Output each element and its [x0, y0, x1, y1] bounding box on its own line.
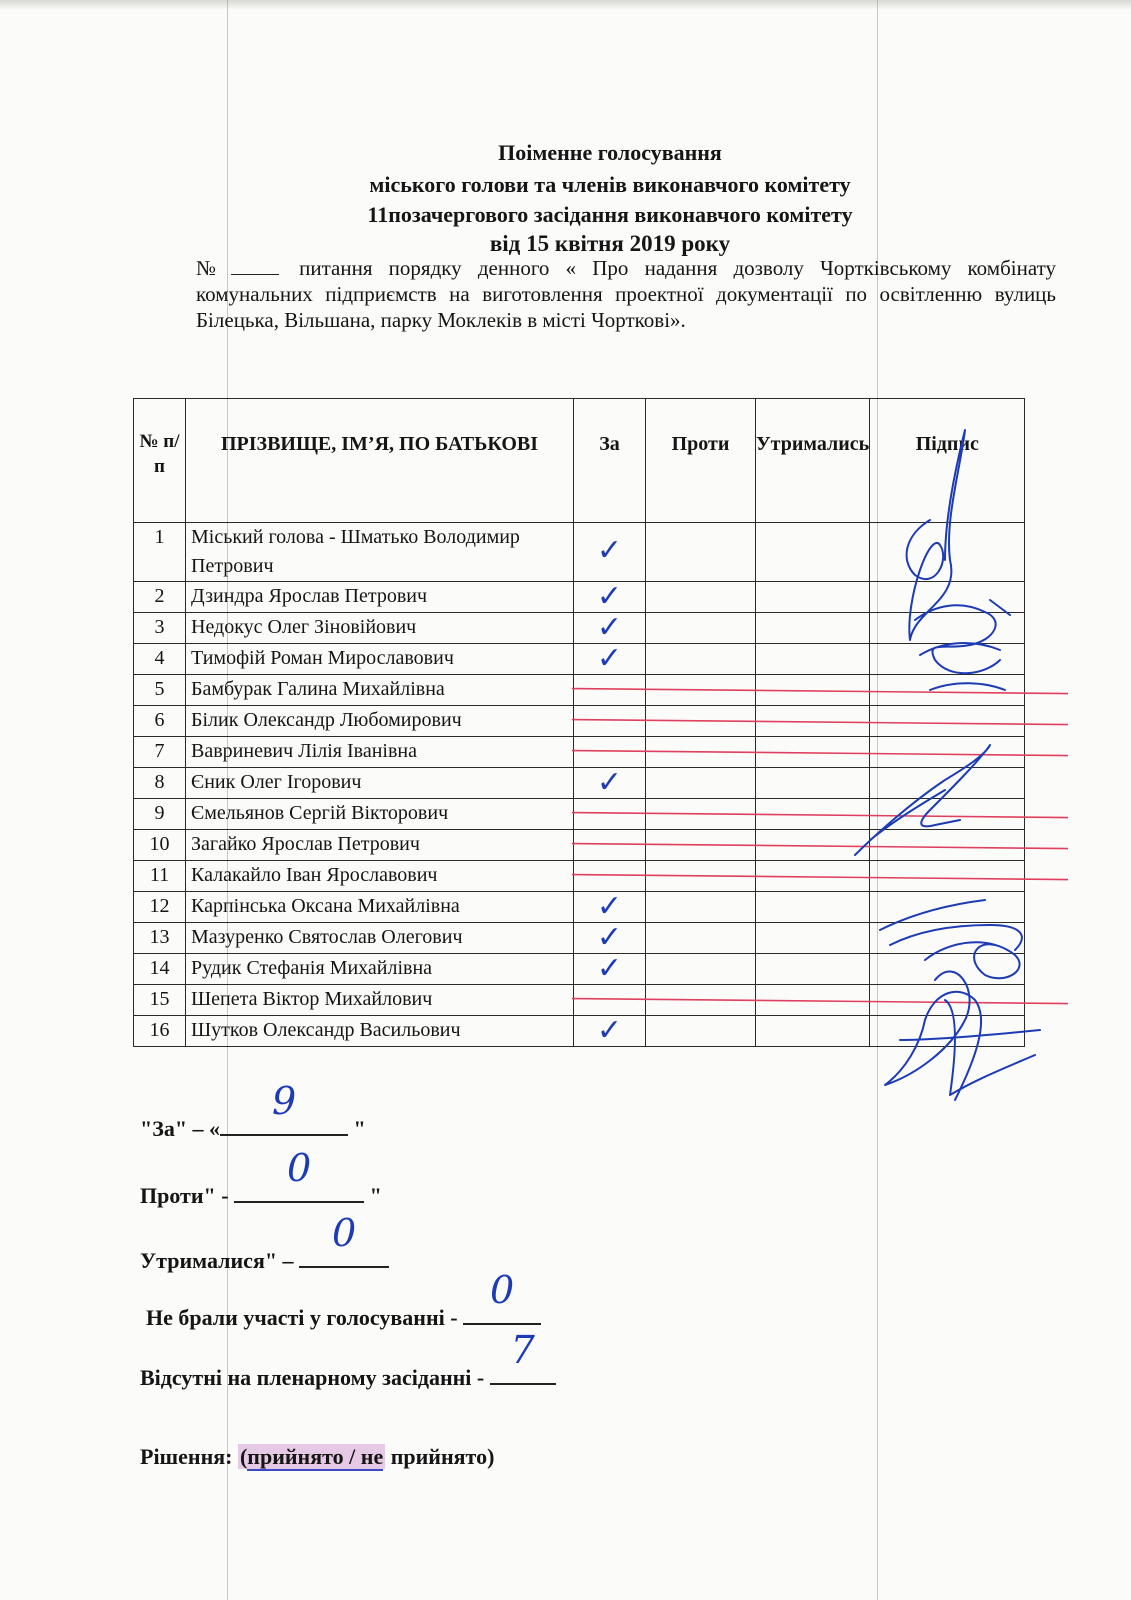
vote-row [134, 861, 1025, 892]
signature-cell [870, 737, 1025, 768]
header-for: За [574, 399, 646, 523]
vote-against-cell [646, 830, 756, 861]
tally-abstained [140, 1211, 389, 1276]
vote-row [134, 799, 1025, 830]
vote-row [134, 582, 1025, 613]
tally-abstained-value: 0 [331, 1211, 357, 1255]
row-number: 8 [134, 768, 186, 799]
vote-for-cell [574, 610, 646, 645]
tally-absent-value: 7 [510, 1328, 535, 1372]
row-number: 12 [134, 892, 186, 923]
header-signature: Підпис [870, 399, 1025, 523]
vote-against-cell [646, 675, 756, 706]
vote-row [134, 644, 1025, 675]
vote-row [134, 613, 1025, 644]
member-name: Бамбурак Галина Михайлівна [186, 675, 574, 706]
vote-row [134, 923, 1025, 954]
tally-not-voting-value: 0 [489, 1268, 515, 1312]
checkmark-icon: ✓ [596, 889, 623, 924]
decision-label: Рішення: [140, 1444, 233, 1469]
checkmark-icon: ✓ [596, 579, 623, 614]
row-number: 1 [134, 523, 186, 582]
decision-rest: прийнято) [385, 1444, 495, 1469]
vote-abstained-cell [756, 985, 870, 1016]
signature-cell [870, 830, 1025, 861]
tally-for [140, 1079, 366, 1144]
vote-against-cell [646, 768, 756, 799]
vote-abstained-cell [756, 892, 870, 923]
signature-cell [870, 706, 1025, 737]
vote-for-cell [574, 951, 646, 986]
tally-against-value: 0 [287, 1146, 312, 1190]
vote-abstained-cell [756, 523, 870, 582]
member-name: Недокус Олег Зіновійович [186, 613, 574, 644]
signature-cell [870, 861, 1025, 892]
row-number: 3 [134, 613, 186, 644]
vote-against-cell [646, 706, 756, 737]
vote-abstained-cell [756, 706, 870, 737]
vote-abstained-cell [756, 644, 870, 675]
vote-for-cell [574, 861, 646, 892]
tally-not-voting-label: Не брали участі у голосуванні - [146, 1305, 458, 1330]
vote-against-cell [646, 613, 756, 644]
scan-edge-shadow [0, 0, 1131, 10]
decision-adopted: прийнято / не [247, 1444, 384, 1469]
signature-cell [870, 644, 1025, 675]
member-name: Мазуренко Святослав Олегович [186, 923, 574, 954]
header-against: Проти [646, 399, 756, 523]
vote-row [134, 892, 1025, 923]
member-name: Шутков Олександр Васильович [186, 1016, 574, 1047]
row-number: 11 [134, 861, 186, 892]
tally-absent-label: Відсутні на пленарному засіданні - [140, 1365, 485, 1390]
member-name: Єник Олег Ігорович [186, 768, 574, 799]
vote-row [134, 830, 1025, 861]
vote-abstained-cell [756, 923, 870, 954]
decision-open-paren: ( [239, 1444, 248, 1469]
vote-abstained-cell [756, 830, 870, 861]
vote-against-cell [646, 582, 756, 613]
signature-cell [870, 923, 1025, 954]
row-number: 6 [134, 706, 186, 737]
row-number: 2 [134, 582, 186, 613]
vote-against-cell [646, 954, 756, 985]
vote-abstained-cell [756, 675, 870, 706]
vote-abstained-cell [756, 768, 870, 799]
checkmark-icon: ✓ [596, 641, 623, 676]
decision [140, 1444, 494, 1470]
vote-for-cell [574, 799, 646, 830]
row-number: 5 [134, 675, 186, 706]
signature-cell [870, 892, 1025, 923]
tally-against [140, 1146, 382, 1211]
member-name: Дзиндра Ярослав Петрович [186, 582, 574, 613]
agenda-number-blank [231, 258, 279, 275]
vote-against-cell [646, 523, 756, 582]
row-number: 13 [134, 923, 186, 954]
tally-not-voting-blank [463, 1268, 541, 1325]
member-name: Тимофій Роман Мирославович [186, 644, 574, 675]
vote-for-cell [574, 675, 646, 706]
vote-against-cell [646, 861, 756, 892]
vote-for-cell [574, 579, 646, 614]
vote-for-cell [574, 523, 646, 582]
vote-for-cell [574, 830, 646, 861]
vote-for-cell [574, 706, 646, 737]
checkmark-icon: ✓ [596, 610, 623, 645]
vote-row [134, 954, 1025, 985]
vote-for-cell [574, 920, 646, 955]
meeting-date: від 15 квітня 2019 року [489, 231, 731, 256]
vote-row [134, 737, 1025, 768]
vote-row [134, 523, 1025, 582]
member-name: Вавриневич Лілія Іванівна [186, 737, 574, 768]
tally-absent [140, 1328, 556, 1393]
vote-row [134, 985, 1025, 1016]
row-number: 7 [134, 737, 186, 768]
vote-for-cell [574, 985, 646, 1016]
row-number: 4 [134, 644, 186, 675]
vote-abstained-cell [756, 799, 870, 830]
checkmark-icon: ✓ [596, 765, 623, 800]
tally-abstained-label: Утрималися" – [140, 1248, 294, 1273]
vote-for-cell [574, 1013, 646, 1048]
vote-abstained-cell [756, 861, 870, 892]
title-line-2: міського голови та членів виконавчого комітету [369, 172, 851, 197]
vote-against-cell [646, 737, 756, 768]
member-name: Калакайло Іван Ярославович [186, 861, 574, 892]
row-number: 10 [134, 830, 186, 861]
vote-for-cell [574, 765, 646, 800]
header-name: ПРІЗВИЩЕ, ІМ’Я, ПО БАТЬКОВІ [186, 399, 574, 523]
tally-against-label: Проти" - [140, 1183, 229, 1208]
agenda-text: питання порядку денного « Про надання дозволу Чортківському комбінату комунальних підприємств на виготовлення проектної документації по освітленню вулиць Білецька, Вільшана, парку Моклеків в місті Чорткові». [196, 256, 1056, 332]
vote-table [133, 398, 1025, 1047]
tally-not-voting [146, 1268, 541, 1333]
tally-against-blank [234, 1146, 364, 1203]
row-number: 15 [134, 985, 186, 1016]
signature-cell [870, 799, 1025, 830]
agenda-item [196, 255, 1056, 333]
vote-against-cell [646, 923, 756, 954]
checkmark-icon: ✓ [596, 951, 623, 986]
signature-cell [870, 675, 1025, 706]
vote-abstained-cell [756, 737, 870, 768]
vote-abstained-cell [756, 613, 870, 644]
decision-highlight [238, 1444, 385, 1469]
row-number: 9 [134, 799, 186, 830]
header-number: № п/п [134, 399, 186, 523]
row-number: 16 [134, 1016, 186, 1047]
tally-for-close: " [353, 1116, 366, 1141]
tally-against-close: " [369, 1183, 382, 1208]
vote-against-cell [646, 1016, 756, 1047]
vote-abstained-cell [756, 954, 870, 985]
member-name: Ємельянов Сергій Вікторович [186, 799, 574, 830]
tally-absent-blank [490, 1328, 556, 1385]
vote-row [134, 768, 1025, 799]
vote-against-cell [646, 892, 756, 923]
checkmark-icon: ✓ [596, 1013, 623, 1048]
tally-for-value: 9 [271, 1079, 297, 1123]
signature-cell [870, 954, 1025, 985]
vote-abstained-cell [756, 1016, 870, 1047]
signature-cell [870, 985, 1025, 1016]
checkmark-icon: ✓ [596, 533, 623, 568]
member-name: Шепета Віктор Михайлович [186, 985, 574, 1016]
header-abstained: Утримались [756, 399, 870, 523]
tally-for-blank [220, 1079, 348, 1136]
member-name: Міський голова - Шматько Володимир Петрович [186, 523, 574, 582]
vote-row [134, 1016, 1025, 1047]
signature-cell [870, 1016, 1025, 1047]
tally-for-label: "За" – « [140, 1116, 221, 1141]
vote-against-cell [646, 985, 756, 1016]
signature-cell [870, 613, 1025, 644]
title-line-3: 11позачергового засідання виконавчого комітету [367, 202, 853, 227]
signature-cell [870, 768, 1025, 799]
agenda-number-sign: № [196, 256, 227, 280]
title-line-1: Поіменне голосування [498, 140, 722, 165]
member-name: Рудик Стефанія Михайлівна [186, 954, 574, 985]
vote-for-cell [574, 889, 646, 924]
row-number: 14 [134, 954, 186, 985]
tally-abstained-blank [299, 1211, 389, 1268]
member-name: Карпінська Оксана Михайлівна [186, 892, 574, 923]
vote-row [134, 706, 1025, 737]
checkmark-icon: ✓ [596, 920, 623, 955]
vote-against-cell [646, 644, 756, 675]
vote-rows [134, 523, 1025, 1047]
vote-against-cell [646, 799, 756, 830]
vote-abstained-cell [756, 582, 870, 613]
signature-cell [870, 582, 1025, 613]
vote-for-cell [574, 641, 646, 676]
vote-for-cell [574, 737, 646, 768]
member-name: Білик Олександр Любомирович [186, 706, 574, 737]
member-name: Загайко Ярослав Петрович [186, 830, 574, 861]
vote-row [134, 675, 1025, 706]
signature-cell [870, 523, 1025, 582]
